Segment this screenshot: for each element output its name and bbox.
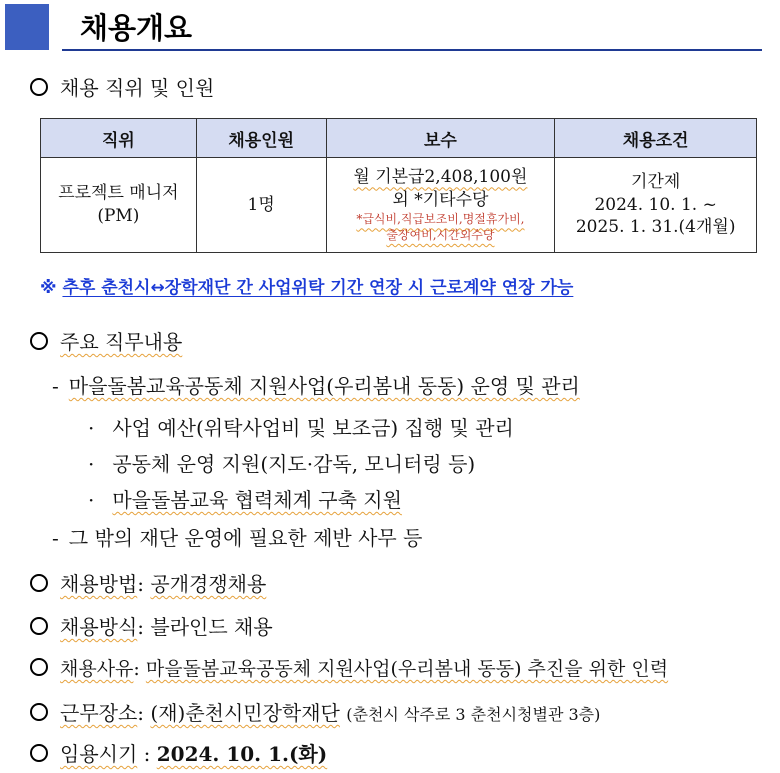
dot-bullet: ·	[88, 488, 95, 512]
position-name: 프로젝트 매니저	[58, 183, 179, 204]
duty-sub-text: 마을돌봄교육 협력체계 구축 지원	[112, 488, 402, 512]
start-value: 2024. 10. 1.(화)	[156, 742, 328, 766]
colon: :	[137, 615, 145, 639]
hiring-reason	[30, 654, 668, 681]
cond-type: 기간제	[631, 171, 681, 192]
header-rule	[62, 49, 762, 51]
hiring-type	[30, 611, 273, 640]
place-value: (재)춘천시민장학재단	[150, 701, 340, 725]
section-header	[0, 0, 780, 60]
circle-bullet-icon	[30, 658, 48, 676]
col-header-position: 직위	[41, 119, 197, 158]
section-hire-positions	[30, 72, 214, 101]
work-place	[30, 697, 600, 726]
circle-bullet-icon	[30, 332, 48, 350]
header-block-icon	[5, 4, 49, 50]
duty-item-1	[52, 370, 580, 399]
col-header-conditions: 채용조건	[555, 119, 757, 158]
pay-note-1: *급식비,직급보조비,명절휴가비,	[356, 212, 525, 227]
position-abbr: (PM)	[97, 206, 140, 226]
reason-value: 마을돌봄교육공동체 지원사업(우리봄내 동동) 추진을 위한 인력	[145, 658, 669, 680]
duty-sub-text: 사업 예산(위탁사업비 및 보조금) 집행 및 관리	[112, 416, 514, 440]
type-label: 채용방식	[60, 615, 138, 639]
type-value: 블라인드 채용	[150, 615, 273, 639]
colon: :	[137, 701, 145, 725]
cell-count: 1명	[196, 158, 326, 253]
duty-item-2	[52, 522, 422, 551]
start-label: 임용시기	[60, 742, 138, 766]
section-label: 채용 직위 및 인원	[60, 76, 215, 100]
dash-bullet: -	[52, 526, 59, 550]
duty-sub-3	[88, 484, 402, 513]
colon: :	[137, 742, 157, 766]
cell-conditions	[555, 158, 757, 253]
cond-end: 2025. 1. 31.(4개월)	[575, 217, 736, 238]
colon: :	[133, 658, 140, 680]
col-header-count: 채용인원	[196, 119, 326, 158]
section-duties	[30, 326, 182, 355]
dot-bullet: ·	[88, 452, 95, 476]
circle-bullet-icon	[30, 744, 48, 762]
start-date	[30, 738, 327, 767]
extension-notice	[40, 273, 573, 298]
section-label: 주요 직무내용	[60, 330, 183, 354]
place-label: 근무장소	[60, 701, 138, 725]
method-value: 공개경쟁채용	[150, 572, 267, 596]
notice-text: 추후 춘천시↔장학재단 간 사업위탁 기간 연장 시 근로계약 연장 가능	[62, 278, 574, 298]
reason-label: 채용사유	[60, 658, 134, 680]
method-label: 채용방법	[60, 572, 138, 596]
table-header-row	[41, 119, 757, 158]
circle-bullet-icon	[30, 617, 48, 635]
cond-start: 2024. 10. 1. ~	[594, 194, 717, 215]
hiring-method	[30, 568, 266, 597]
pay-base: 월 기본급2,408,100원	[353, 167, 528, 188]
place-detail: (춘천시 삭주로 3 춘천시청별관 3층)	[346, 705, 601, 724]
circle-bullet-icon	[30, 78, 48, 96]
duty-sub-text: 공동체 운영 지원(지도·감독, 모니터링 등)	[112, 452, 476, 476]
pay-extra: 외 *기타수당	[392, 190, 489, 211]
duty-text: 그 밖의 재단 운영에 필요한 제반 사무 등	[68, 526, 423, 550]
table-row	[41, 158, 757, 253]
cell-position	[41, 158, 197, 253]
pay-note-2: 출장여비,시간외수당	[386, 227, 495, 242]
circle-bullet-icon	[30, 574, 48, 592]
circle-bullet-icon	[30, 703, 48, 721]
dot-bullet: ·	[88, 416, 95, 440]
dash-bullet: -	[52, 374, 59, 398]
colon: :	[137, 572, 145, 596]
duty-text: 마을돌봄교육공동체 지원사업(우리봄내 동동) 운영 및 관리	[68, 374, 580, 398]
duty-sub-2	[88, 448, 475, 477]
hiring-table	[40, 118, 757, 253]
cell-pay	[326, 158, 555, 253]
duty-sub-1	[88, 412, 514, 441]
page-title: 채용개요	[80, 11, 193, 45]
notice-mark: ※	[40, 278, 57, 298]
col-header-pay: 보수	[326, 119, 555, 158]
